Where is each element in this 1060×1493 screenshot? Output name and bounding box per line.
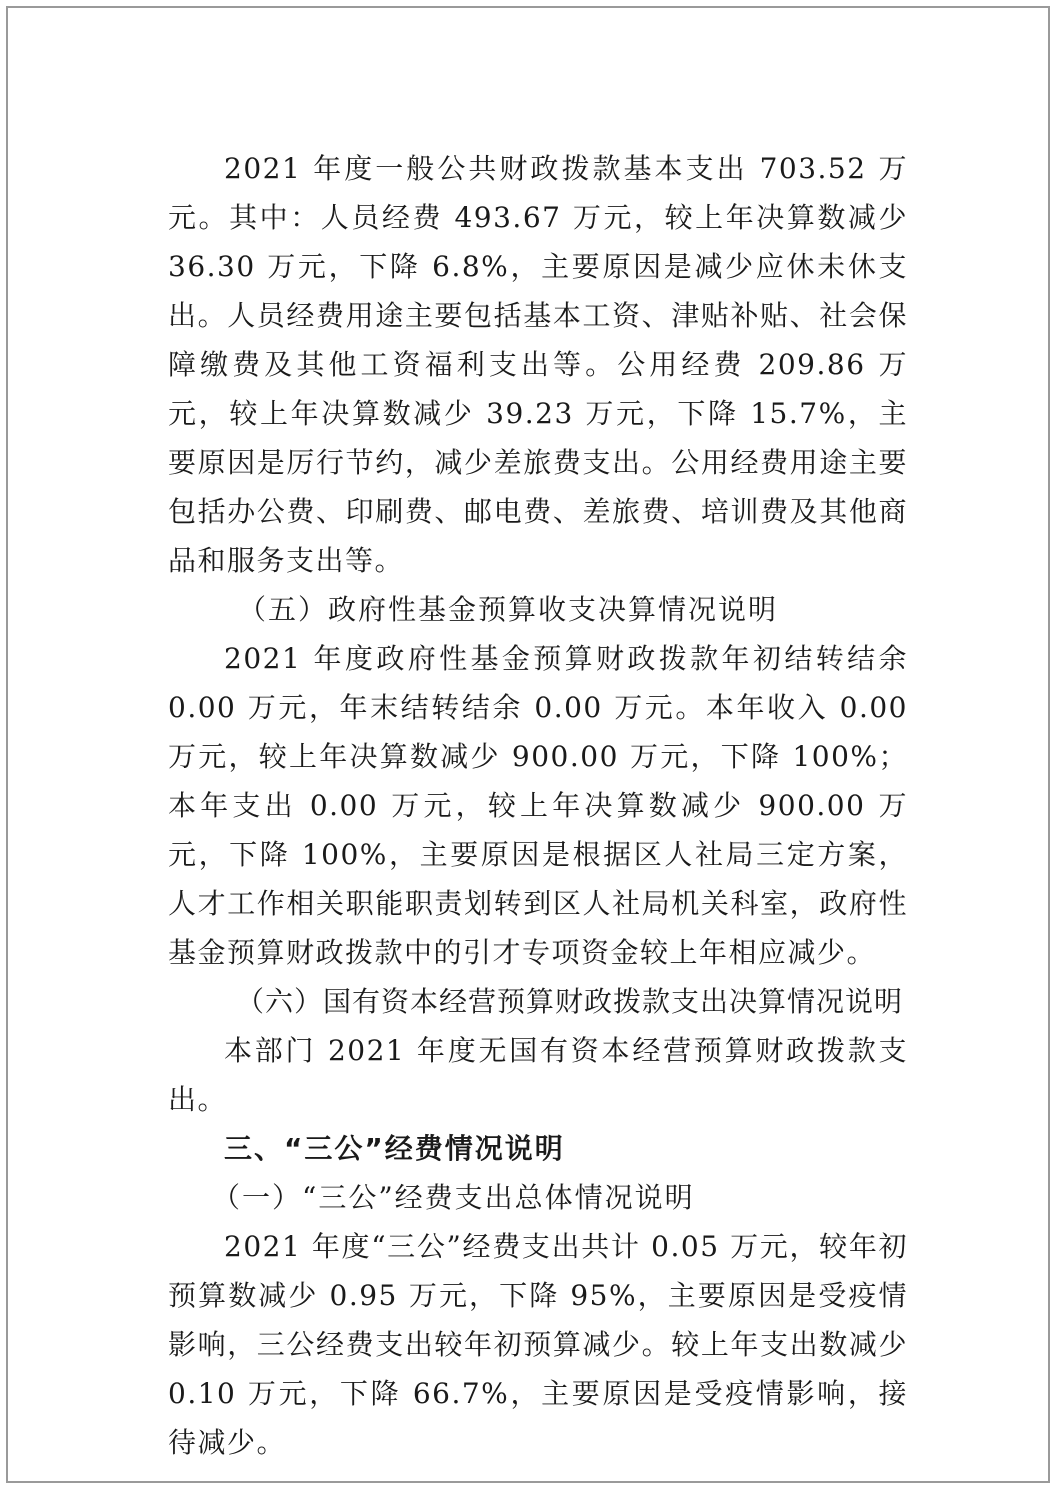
heading-government-fund: （五）政府性基金预算收支决算情况说明 — [238, 593, 779, 626]
heading-three-public-overall: （一）“三公”经费支出总体情况说明 — [212, 1181, 695, 1214]
paragraph-state-capital: 本部门 2021 年度无国有资本经营预算财政拨款支出。 — [168, 1034, 908, 1116]
document-page — [6, 6, 1050, 1483]
heading-state-capital: （六）国有资本经营预算财政拨款支出决算情况说明 — [236, 985, 904, 1018]
paragraph-three-public: 2021 年度“三公”经费支出共计 0.05 万元，较年初预算数减少 0.95 万元，下降 95%，主要原因是受疫情影响，三公经费支出较年初预算减少。较上年支出数减少 0.10 万元，下降 66.7%，主要原因是受疫情影响，接待减少。 — [168, 1230, 908, 1459]
paragraph-basic-expenditure: 2021 年度一般公共财政拨款基本支出 703.52 万元。其中：人员经费 493.67 万元，较上年决算数减少 36.30 万元，下降 6.8%，主要原因是减少应休未休支出。人员经费用途主要包括基本工资、津贴补贴、社会保障缴费及其他工资福利支出等。公用经费 209.86 万元，较上年决算数减少 39.23 万元，下降 15.7%，主要原因是厉行节约，减少差旅费支出。公用经费用途主要包括办公费、印刷费、邮电费、差旅费、培训费及其他商品和服务支出等。 — [168, 152, 908, 577]
document-body — [168, 144, 908, 1467]
paragraph-government-fund: 2021 年度政府性基金预算财政拨款年初结转结余 0.00 万元，年末结转结余 0.00 万元。本年收入 0.00 万元，较上年决算数减少 900.00 万元，下降 100%；本年支出 0.00 万元，较上年决算数减少 900.00 万元，下降 100%，主要原因是根据区人社局三定方案，人才工作相关职能职责划转到区人社局机关科室，政府性基金预算财政拨款中的引才专项资金较上年相应减少。 — [168, 642, 908, 969]
heading-three-public: 三、“三公”经费情况说明 — [224, 1132, 565, 1165]
